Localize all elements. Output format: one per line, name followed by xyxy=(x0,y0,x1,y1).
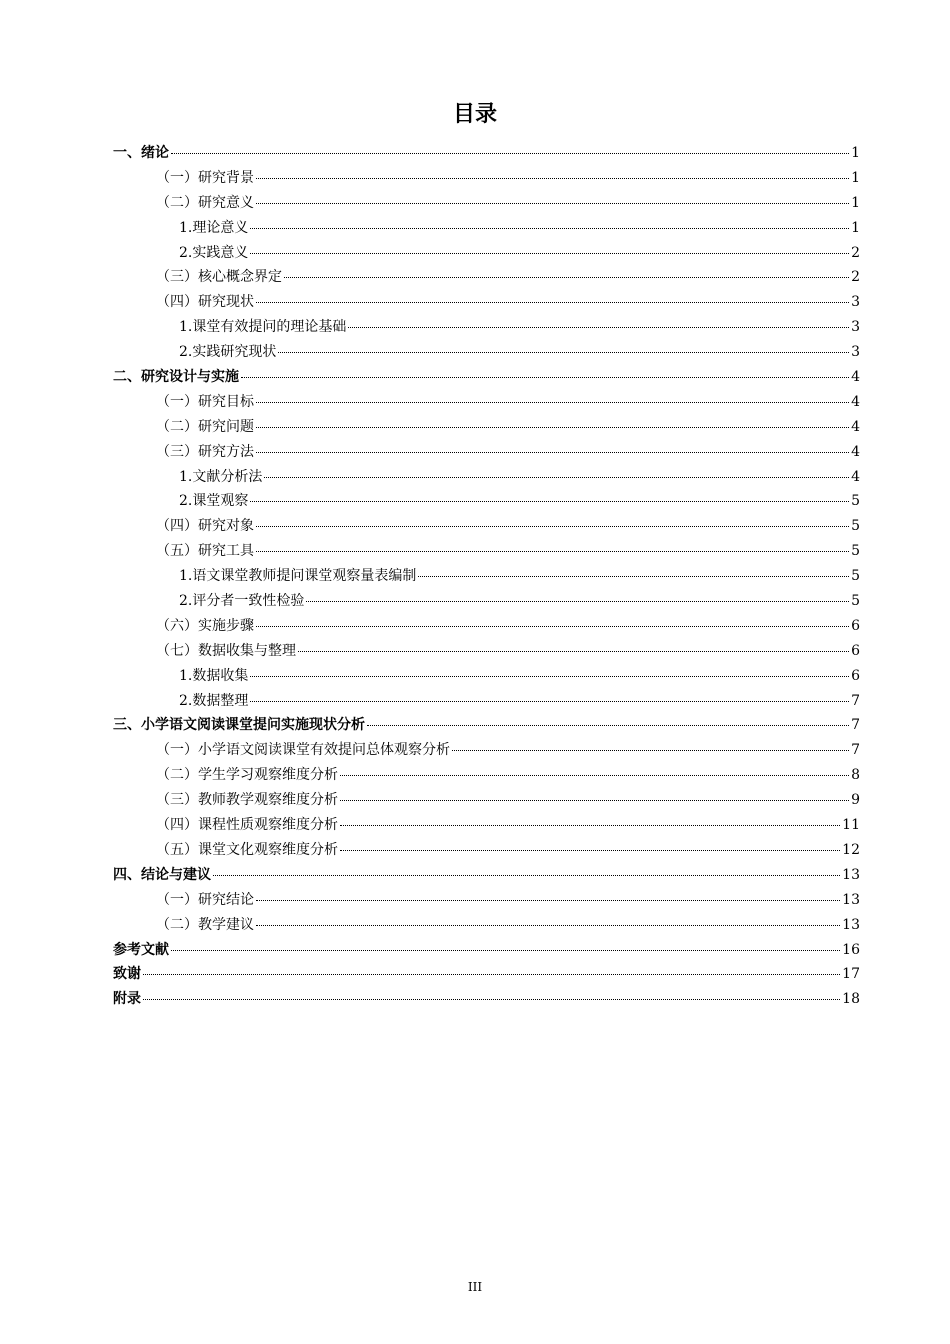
dot-leader xyxy=(256,626,849,627)
dot-leader xyxy=(256,925,840,926)
dot-leader xyxy=(256,452,849,453)
toc-entry[interactable] xyxy=(113,166,860,191)
dot-leader xyxy=(298,651,849,652)
toc-entry-label: （二）研究意义 xyxy=(156,194,254,211)
dot-leader xyxy=(284,277,849,278)
toc-entry[interactable] xyxy=(113,664,860,689)
dot-leader xyxy=(241,377,849,378)
dot-leader xyxy=(256,402,849,403)
toc-entry[interactable] xyxy=(113,216,860,241)
toc-entry-label: （四）研究现状 xyxy=(156,294,254,311)
toc-entry-label: 1.数据收集 xyxy=(179,667,249,684)
toc-entry-label: （二）学生学习观察维度分析 xyxy=(156,767,338,784)
dot-leader xyxy=(306,601,849,602)
toc-entry-label: 参考文献 xyxy=(113,941,169,958)
dot-leader xyxy=(340,775,849,776)
toc-entry-page: 18 xyxy=(842,991,860,1008)
toc-entry-label: （三）教师教学观察维度分析 xyxy=(156,792,338,809)
toc-entry-page: 13 xyxy=(842,866,860,883)
toc-entry-label: 2.实践意义 xyxy=(179,244,249,261)
toc-entry-label: 2.实践研究现状 xyxy=(179,344,277,361)
toc-entry[interactable] xyxy=(113,415,860,440)
toc-entry-page: 1 xyxy=(851,194,860,211)
toc-entry-label: 二、研究设计与实施 xyxy=(113,369,239,386)
toc-entry[interactable] xyxy=(113,987,860,1012)
toc-entry[interactable] xyxy=(113,863,860,888)
toc-entry-page: 4 xyxy=(851,468,860,485)
toc-entry[interactable] xyxy=(113,489,860,514)
toc-entry-label: 2.评分者一致性检验 xyxy=(179,593,305,610)
toc-entry-page: 1 xyxy=(851,145,860,161)
toc-entry-page: 3 xyxy=(851,319,860,336)
toc-entry-label: 一、绪论 xyxy=(113,145,169,161)
toc-entry-label: 1.语文课堂教师提问课堂观察量表编制 xyxy=(179,568,417,585)
toc-entry-label: 2.数据整理 xyxy=(179,692,249,709)
dot-leader xyxy=(250,253,849,254)
dot-leader xyxy=(256,427,849,428)
toc-entry-page: 13 xyxy=(842,916,860,933)
toc-entry[interactable] xyxy=(113,888,860,913)
toc-entry-page: 13 xyxy=(842,891,860,908)
dot-leader xyxy=(340,825,840,826)
dot-leader xyxy=(340,850,840,851)
toc-entry-label: （四）课程性质观察维度分析 xyxy=(156,817,338,834)
toc-entry[interactable] xyxy=(113,614,860,639)
dot-leader xyxy=(348,327,849,328)
toc-entry-page: 2 xyxy=(851,269,860,286)
toc-entry-page: 16 xyxy=(842,941,860,958)
toc-entry-page: 8 xyxy=(851,767,860,784)
dot-leader xyxy=(367,725,849,726)
toc-entry-page: 1 xyxy=(851,219,860,236)
toc-entry[interactable] xyxy=(113,689,860,714)
toc-entry-label: （二）教学建议 xyxy=(156,916,254,933)
toc-entry-label: （六）实施步骤 xyxy=(156,617,254,634)
dot-leader xyxy=(143,999,840,1000)
toc-entry-page: 3 xyxy=(851,344,860,361)
toc-entry-label: 四、结论与建议 xyxy=(113,866,211,883)
toc-title: 目录 xyxy=(452,102,497,127)
toc-entry[interactable] xyxy=(113,788,860,813)
toc-entry-label: 三、小学语文阅读课堂提问实施现状分析 xyxy=(113,717,365,734)
toc-entry[interactable] xyxy=(113,290,860,315)
dot-leader xyxy=(171,153,849,154)
toc-entry-page: 9 xyxy=(851,792,860,809)
toc-entry-page: 1 xyxy=(851,169,860,186)
dot-leader xyxy=(452,750,849,751)
toc-entry-page: 4 xyxy=(851,418,860,435)
dot-leader xyxy=(256,551,849,552)
toc-entry-label: （一）研究目标 xyxy=(156,393,254,410)
page-number-footer: III xyxy=(467,1280,483,1294)
toc-entry-page: 5 xyxy=(851,493,860,510)
toc-entry-label: （七）数据收集与整理 xyxy=(156,642,296,659)
toc-entry[interactable] xyxy=(113,440,860,465)
toc-entry[interactable] xyxy=(113,340,860,365)
toc-entry-page: 5 xyxy=(851,543,860,560)
dot-leader xyxy=(250,701,849,702)
dot-leader xyxy=(250,228,849,229)
toc-entry-label: （一）小学语文阅读课堂有效提问总体观察分析 xyxy=(156,742,450,759)
toc-entry-page: 4 xyxy=(851,369,860,386)
toc-entry-page: 4 xyxy=(851,443,860,460)
toc-entry-label: 1.理论意义 xyxy=(179,219,249,236)
toc-entry-label: 2.课堂观察 xyxy=(179,493,249,510)
toc-entry[interactable] xyxy=(113,938,860,963)
dot-leader xyxy=(256,900,840,901)
toc-entry-label: （一）研究背景 xyxy=(156,169,254,186)
toc-entry[interactable] xyxy=(113,913,860,938)
toc-entry[interactable] xyxy=(113,838,860,863)
dot-leader xyxy=(256,203,849,204)
toc-entry-page: 5 xyxy=(851,518,860,535)
dot-leader xyxy=(340,800,849,801)
toc-entry-page: 12 xyxy=(842,841,860,858)
dot-leader xyxy=(278,352,849,353)
toc-entry-label: （五）课堂文化观察维度分析 xyxy=(156,841,338,858)
toc-entry-page: 5 xyxy=(851,568,860,585)
table-of-contents xyxy=(113,141,860,1012)
toc-entry-page: 7 xyxy=(851,717,860,734)
toc-entry[interactable] xyxy=(113,639,860,664)
dot-leader xyxy=(250,501,849,502)
toc-entry[interactable] xyxy=(113,315,860,340)
dot-leader xyxy=(171,950,840,951)
dot-leader xyxy=(256,178,849,179)
toc-entry-page: 6 xyxy=(851,642,860,659)
toc-entry-page: 4 xyxy=(851,393,860,410)
toc-entry[interactable] xyxy=(113,514,860,539)
toc-entry[interactable] xyxy=(113,539,860,564)
dot-leader xyxy=(213,875,840,876)
dot-leader xyxy=(256,302,849,303)
dot-leader xyxy=(143,974,840,975)
toc-entry-page: 3 xyxy=(851,294,860,311)
dot-leader xyxy=(264,477,849,478)
toc-entry[interactable] xyxy=(113,813,860,838)
toc-entry-page: 17 xyxy=(842,966,860,983)
toc-entry[interactable] xyxy=(113,141,860,166)
toc-entry-label: 致谢 xyxy=(113,966,141,983)
toc-entry-label: （四）研究对象 xyxy=(156,518,254,535)
toc-entry[interactable] xyxy=(113,191,860,216)
toc-entry[interactable] xyxy=(113,713,860,738)
toc-entry[interactable] xyxy=(113,265,860,290)
toc-entry-page: 7 xyxy=(851,742,860,759)
dot-leader xyxy=(256,526,849,527)
toc-entry[interactable] xyxy=(113,589,860,614)
toc-entry[interactable] xyxy=(113,390,860,415)
toc-entry[interactable] xyxy=(113,241,860,266)
toc-entry-label: （三）研究方法 xyxy=(156,443,254,460)
toc-entry-page: 6 xyxy=(851,617,860,634)
toc-entry[interactable] xyxy=(113,465,860,490)
toc-entry[interactable] xyxy=(113,962,860,987)
toc-entry-page: 7 xyxy=(851,692,860,709)
toc-entry-page: 2 xyxy=(851,244,860,261)
toc-entry[interactable] xyxy=(113,365,860,390)
toc-entry-label: （三）核心概念界定 xyxy=(156,269,282,286)
toc-entry-label: （五）研究工具 xyxy=(156,543,254,560)
toc-entry[interactable] xyxy=(113,763,860,788)
toc-entry-label: 1.文献分析法 xyxy=(179,468,263,485)
dot-leader xyxy=(418,576,849,577)
toc-entry-page: 5 xyxy=(851,593,860,610)
toc-entry-label: （二）研究问题 xyxy=(156,418,254,435)
toc-entry-label: 1.课堂有效提问的理论基础 xyxy=(179,319,347,336)
dot-leader xyxy=(250,676,849,677)
toc-entry-label: 附录 xyxy=(113,991,141,1008)
toc-entry-label: （一）研究结论 xyxy=(156,891,254,908)
toc-entry[interactable] xyxy=(113,564,860,589)
toc-entry[interactable] xyxy=(113,738,860,763)
toc-entry-page: 6 xyxy=(851,667,860,684)
toc-entry-page: 11 xyxy=(842,817,860,834)
